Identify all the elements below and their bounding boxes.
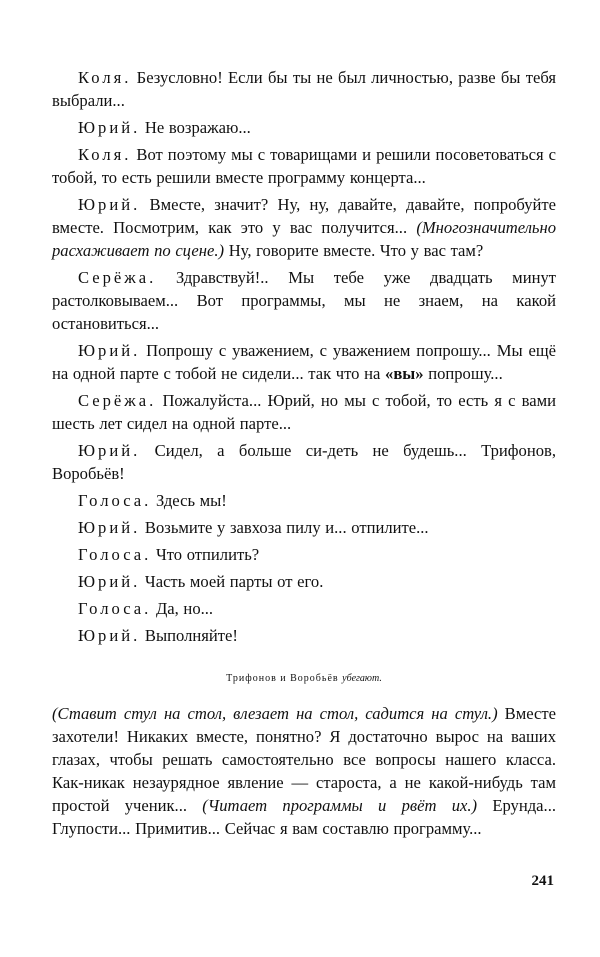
dialogue-line [52, 66, 556, 112]
direction-names: Трифонов и Воробьёв [226, 673, 339, 684]
page-number: 241 [531, 873, 554, 889]
stage-direction: (Ставит стул на стол, влезает на стол, садится на стул.) [52, 704, 498, 723]
line-text: Пожалуйста... Юрий, но мы с тобой, то есть я с вами шесть лет сидел на одной парте... [52, 391, 556, 433]
speaker-name: Голоса. [78, 599, 152, 618]
stage-direction-centered [52, 673, 556, 684]
dialogue-line [52, 543, 556, 566]
line-text: Здесь мы! [155, 491, 227, 510]
line-text: Что отпилить? [155, 545, 260, 564]
line-text: Возьмите у завхоза пилу и... отпилите... [144, 518, 429, 537]
dialogue-line [52, 489, 556, 512]
dialogue-line [52, 266, 556, 335]
line-text: Выполняйте! [144, 626, 238, 645]
speaker-name: Голоса. [78, 491, 152, 510]
line-text: Попрошу с уважением, с уважением попрошу... Мы ещё на одной парте с тобой не сидели... так что на [52, 341, 556, 383]
line-text: Вместе, значит? Ну, ну, давайте, давайте, попробуйте вместе. Посмотрим, как это у вас получится... [52, 195, 556, 237]
line-text: Не возражаю... [144, 118, 251, 137]
line-text-after: Ну, говорите вместе. Что у вас там? [228, 241, 484, 260]
speaker-name: Серёжа. [78, 268, 157, 287]
speaker-name: Коля. [78, 68, 132, 87]
dialogue-line [52, 143, 556, 189]
speaker-name: Коля. [78, 145, 132, 164]
dialogue-line [52, 439, 556, 485]
dialogue-line [52, 570, 556, 593]
stage-direction: (Читает программы и рвёт их.) [202, 796, 478, 815]
monologue-text: Вместе захотели! Никаких вместе, понятно? Я достаточно вырос на ваших глазах, чтобы решать самостоятельно все вопросы нашего класса. Как-никак незаурядное явление — староста, а не какой-нибудь там простой ученик... [52, 704, 556, 815]
dialogue-line [52, 116, 556, 139]
speaker-name: Юрий. [78, 518, 141, 537]
emphasis-word: «вы» [385, 364, 424, 383]
monologue [52, 702, 556, 840]
speaker-name: Голоса. [78, 545, 152, 564]
line-text: Безусловно! Если бы ты не был личностью, разве бы тебя выбрали... [52, 68, 556, 110]
dialogue-line [52, 193, 556, 262]
line-text-after: попрошу... [428, 364, 503, 383]
dialogue-line [52, 597, 556, 620]
line-text: Здравствуй!.. Мы тебе уже двадцать минут растолковываем... Вот программы, мы не знаем, на какой остановиться... [52, 268, 556, 333]
line-text: Вот поэтому мы с товарищами и решили посоветоваться с тобой, то есть решили вместе программу концерта... [52, 145, 556, 187]
line-text: Часть моей парты от его. [144, 572, 324, 591]
line-text: Да, но... [155, 599, 214, 618]
speaker-name: Серёжа. [78, 391, 157, 410]
dialogue-line [52, 516, 556, 539]
dialogue-line [52, 624, 556, 647]
dialogue-line [52, 339, 556, 385]
speaker-name: Юрий. [78, 441, 141, 460]
speaker-name: Юрий. [78, 626, 141, 645]
speaker-name: Юрий. [78, 341, 141, 360]
line-text: Сидел, а больше си-деть не будешь... Трифонов, Воробьёв! [52, 441, 556, 483]
dialogue-line [52, 389, 556, 435]
monologue-text: Ерунда... Глупости... Примитив... Сейчас я вам составлю программу... [52, 796, 556, 838]
direction-action: убегают. [342, 673, 382, 684]
speaker-name: Юрий. [78, 195, 141, 214]
speaker-name: Юрий. [78, 572, 141, 591]
speaker-name: Юрий. [78, 118, 141, 137]
stage-direction: (Многозначительно расхаживает по сцене.) [52, 218, 557, 260]
